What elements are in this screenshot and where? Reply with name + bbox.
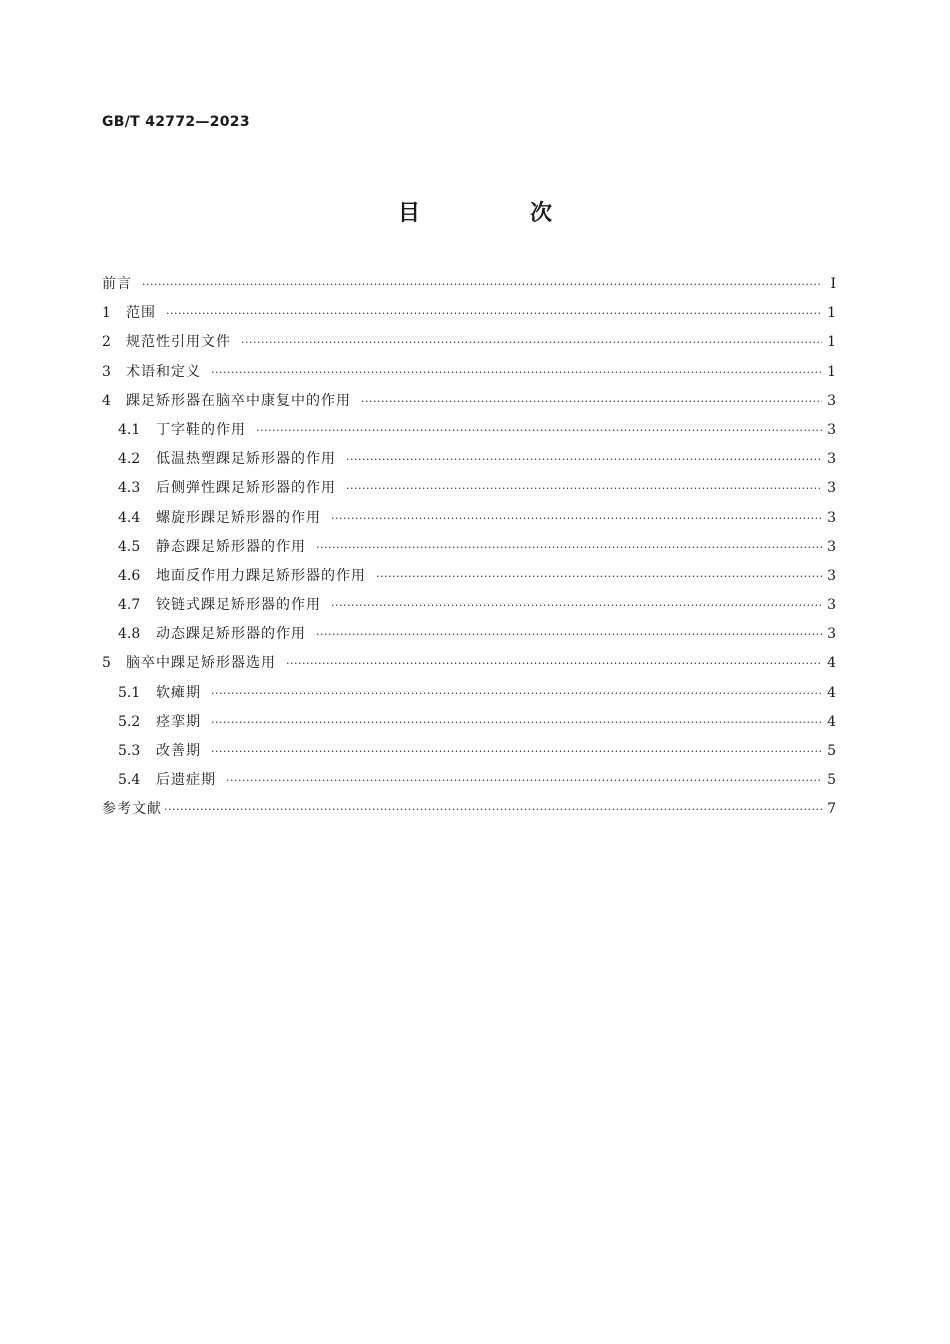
toc-leader-dots — [211, 708, 822, 737]
toc-entry-number: 4.7 — [118, 597, 141, 614]
toc-entry-label: 动态踝足矫形器的作用 — [156, 626, 306, 643]
toc-leader-dots — [226, 766, 822, 795]
toc-entry-4-2[interactable] — [102, 445, 836, 474]
toc-leader-dots — [256, 416, 822, 445]
toc-entry-number: 5.1 — [118, 684, 141, 701]
toc-leader-dots — [361, 387, 822, 416]
toc-entry-page: 3 — [827, 480, 836, 497]
toc-entry-label: 地面反作用力踝足矫形器的作用 — [156, 567, 366, 584]
toc-entry-page: 3 — [827, 626, 836, 643]
toc-entry-page: 4 — [827, 684, 836, 701]
toc-leader-dots — [142, 270, 822, 299]
toc-entry-4-5[interactable] — [102, 533, 836, 562]
toc-entry-number: 5.2 — [118, 713, 141, 730]
toc-entry-label: 后遗症期 — [156, 772, 216, 789]
toc-entry-4[interactable] — [102, 387, 836, 416]
toc-entry-4-7[interactable] — [102, 591, 836, 620]
toc-entry-number: 4.8 — [118, 626, 141, 643]
toc-entry-4-1[interactable] — [102, 416, 836, 445]
toc-entry-page: 7 — [827, 801, 836, 818]
toc-leader-dots — [346, 445, 822, 474]
toc-leader-dots — [164, 795, 822, 824]
toc-entry-label: 铰链式踝足矫形器的作用 — [156, 597, 321, 614]
toc-entry-number: 4.2 — [118, 451, 141, 468]
toc-leader-dots — [286, 649, 822, 678]
toc-leader-dots — [211, 737, 822, 766]
toc-entry-number: 1 — [102, 305, 111, 322]
toc-entry-page: 1 — [827, 305, 836, 322]
toc-entry-label: 痉挛期 — [156, 713, 201, 730]
toc-entry-label: 丁字鞋的作用 — [156, 421, 246, 438]
toc-entry-4-6[interactable] — [102, 562, 836, 591]
toc-entry-5-3[interactable] — [102, 737, 836, 766]
toc-entry-4-3[interactable] — [102, 474, 836, 503]
toc-leader-dots — [331, 591, 822, 620]
toc-entry-label: 踝足矫形器在脑卒中康复中的作用 — [126, 392, 351, 409]
toc-entry-label: 前言 — [102, 276, 132, 292]
toc-entry-label: 后侧弹性踝足矫形器的作用 — [156, 480, 336, 497]
toc-entry-page: 1 — [827, 334, 836, 351]
toc-leader-dots — [316, 620, 822, 649]
toc-entry-page: 4 — [827, 655, 836, 672]
toc-entry-label: 参考文献 — [102, 801, 162, 818]
toc-entry-foreword[interactable] — [102, 270, 836, 299]
toc-leader-dots — [211, 679, 822, 708]
toc-entry-4-8[interactable] — [102, 620, 836, 649]
toc-entry-references[interactable] — [102, 795, 836, 824]
toc-entry-2[interactable] — [102, 328, 836, 357]
table-of-contents — [102, 270, 836, 825]
toc-entry-number: 5 — [102, 655, 111, 672]
toc-entry-1[interactable] — [102, 299, 836, 328]
toc-entry-label: 静态踝足矫形器的作用 — [156, 538, 306, 555]
toc-entry-4-4[interactable] — [102, 504, 836, 533]
toc-entry-page: 1 — [827, 363, 836, 380]
page-title: 目 次 — [397, 201, 596, 226]
toc-entry-number: 4 — [102, 392, 111, 409]
toc-entry-number: 3 — [102, 363, 111, 380]
toc-entry-label: 改善期 — [156, 743, 201, 759]
toc-leader-dots — [376, 562, 822, 591]
toc-entry-label: 规范性引用文件 — [126, 334, 231, 351]
toc-entry-label: 范围 — [126, 305, 156, 322]
toc-entry-5-4[interactable] — [102, 766, 836, 795]
toc-leader-dots — [166, 299, 822, 328]
toc-entry-page: 3 — [827, 421, 836, 438]
toc-entry-page: 3 — [827, 392, 836, 409]
toc-entry-5-2[interactable] — [102, 708, 836, 737]
toc-entry-page: Ⅰ — [830, 276, 836, 292]
toc-entry-page: 3 — [827, 451, 836, 468]
toc-entry-number: 4.6 — [118, 567, 141, 584]
toc-leader-dots — [211, 358, 822, 387]
toc-entry-label: 脑卒中踝足矫形器选用 — [126, 655, 276, 672]
toc-leader-dots — [331, 504, 822, 533]
toc-entry-page: 5 — [827, 772, 836, 789]
toc-entry-page: 3 — [827, 567, 836, 584]
toc-entry-5[interactable] — [102, 649, 836, 678]
toc-entry-number: 5.4 — [118, 772, 141, 789]
toc-leader-dots — [241, 328, 822, 357]
toc-entry-number: 5.3 — [118, 743, 141, 759]
toc-entry-label: 低温热塑踝足矫形器的作用 — [156, 451, 336, 468]
toc-entry-page: 3 — [827, 509, 836, 526]
toc-entry-number: 2 — [102, 334, 111, 351]
toc-entry-label: 软瘫期 — [156, 684, 201, 701]
toc-leader-dots — [316, 533, 822, 562]
toc-entry-page: 5 — [827, 743, 836, 759]
toc-entry-3[interactable] — [102, 358, 836, 387]
toc-entry-number: 4.1 — [118, 421, 141, 438]
standard-code: GB/T 42772—2023 — [102, 114, 250, 130]
toc-entry-label: 术语和定义 — [126, 363, 201, 380]
toc-entry-5-1[interactable] — [102, 679, 836, 708]
toc-entry-label: 螺旋形踝足矫形器的作用 — [156, 509, 321, 526]
toc-entry-number: 4.4 — [118, 509, 141, 526]
toc-entry-page: 3 — [827, 597, 836, 614]
toc-entry-page: 4 — [827, 713, 836, 730]
toc-leader-dots — [346, 474, 822, 503]
toc-entry-number: 4.5 — [118, 538, 141, 555]
toc-entry-number: 4.3 — [118, 480, 141, 497]
toc-entry-page: 3 — [827, 538, 836, 555]
